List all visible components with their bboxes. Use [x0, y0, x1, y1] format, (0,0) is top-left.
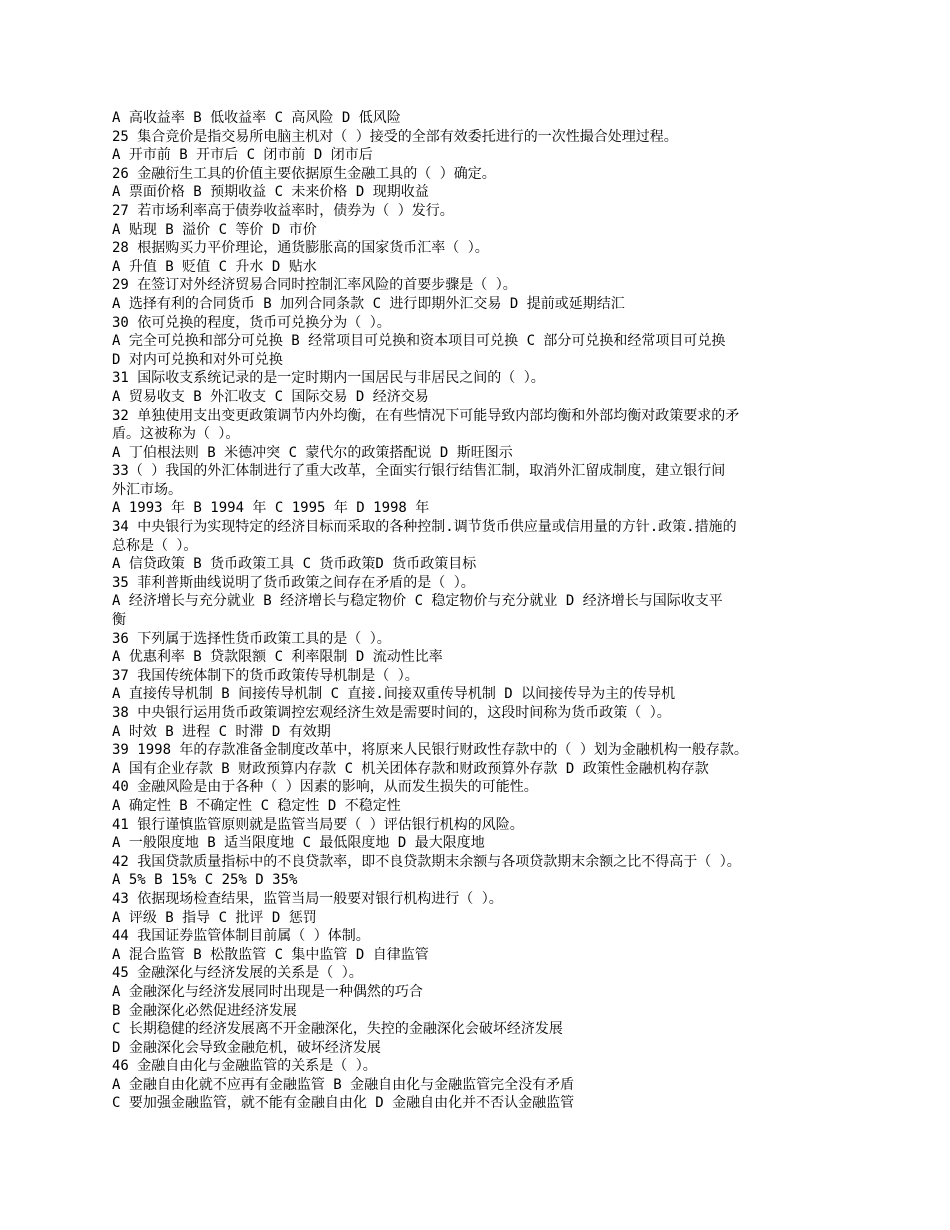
text-line: 38 中央银行运用货币政策调控宏观经济生效是需要时间的，这段时间称为货币政策（ ）。 [112, 705, 671, 721]
text-line: 30 依可兑换的程度，货币可兑换分为（ ）。 [112, 314, 391, 331]
text-line: A 确定性 B 不确定性 C 稳定性 D 不稳定性 [112, 797, 401, 814]
text-line: 盾。这被称为（ ）。 [112, 426, 240, 443]
text-line: A 1993 年 B 1994 年 C 1995 年 D 1998 年 [112, 500, 430, 517]
text-line: 43 依据现场检查结果，监管当局一般要对银行机构进行（ ）。 [112, 890, 503, 907]
text-line: A 混合监管 B 松散监管 C 集中监管 D 自律监管 [112, 946, 429, 963]
text-line: 42 我国贷款质量指标中的不良贷款率，即不良贷款期末余额与各项贷款期末余额之比不得高于（ ）。 [112, 853, 741, 870]
text-line: A 贸易收支 B 外汇收支 C 国际交易 D 经济交易 [112, 388, 429, 405]
text-line: 37 我国传统体制下的货币政策传导机制是（ ）。 [112, 667, 419, 684]
text-line: 31 国际收支系统记录的是一定时期内一国居民与非居民之间的（ ）。 [112, 370, 545, 387]
text-line: A 优惠利率 B 贷款限额 C 利率限制 D 流动性比率 [112, 649, 443, 666]
text-line: A 评级 B 指导 C 批评 D 惩罚 [112, 909, 317, 926]
text-line: 总称是（ ）。 [112, 537, 198, 554]
text-line: C 长期稳健的经济发展离不开金融深化，失控的金融深化会破坏经济发展 [112, 1021, 563, 1038]
text-line: 45 金融深化与经济发展的关系是（ ）。 [112, 965, 363, 982]
text-line: A 一般限度地 B 适当限度地 C 最低限度地 D 最大限度地 [112, 835, 485, 852]
text-line: A 金融深化与经济发展同时出现是一种偶然的巧合 [112, 983, 423, 1000]
text-line: D 金融深化会导致金融危机，破坏经济发展 [112, 1039, 381, 1056]
text-line: A 时效 B 进程 C 时滞 D 有效期 [112, 723, 331, 740]
text-line: 32 单独使用支出变更政策调节内外均衡，在有些情况下可能导致内部均衡和外部均衡对政策要求的矛 [112, 407, 740, 424]
text-line: A 高收益率 B 低收益率 C 高风险 D 低风险 [112, 110, 401, 126]
text-line: B 金融深化必然促进经济发展 [112, 1002, 297, 1019]
text-line: A 贴现 B 溢价 C 等价 D 市价 [112, 221, 317, 238]
text-line: 外汇市场。 [112, 481, 182, 498]
text-line: A 金融自由化就不应再有金融监管 B 金融自由化与金融监管完全没有矛盾 [112, 1076, 575, 1093]
text-line: D 对内可兑换和对外可兑换 [112, 351, 283, 368]
text-line: A 完全可兑换和部分可兑换 B 经常项目可兑换和资本项目可兑换 C 部分可兑换和经常项目可兑换 [112, 333, 726, 350]
text-line: A 丁伯根法则 B 米德冲突 C 蒙代尔的政策搭配说 D 斯旺图示 [112, 444, 513, 461]
text-line: 25 集合竞价是指交易所电脑主机对（ ）接受的全部有效委托进行的一次性撮合处理过程。 [112, 128, 678, 145]
text-line: 35 菲利普斯曲线说明了货币政策之间存在矛盾的是（ ）。 [112, 574, 475, 591]
text-line: 27 若市场利率高于债券收益率时，债券为（ ）发行。 [112, 202, 454, 219]
text-line: A 选择有利的合同货币 B 加列合同条款 C 进行即期外汇交易 D 提前或延期结汇 [112, 295, 625, 312]
text-line: A 直接传导机制 B 间接传导机制 C 直接.间接双重传导机制 D 以间接传导为主的传导机 [112, 686, 676, 703]
text-line: 33（ ）我国的外汇体制进行了重大改革，全面实行银行结售汇制，取消外汇留成制度，建立银行间 [112, 463, 726, 480]
text-line: 44 我国证券监管体制目前属（ ）体制。 [112, 928, 370, 945]
text-line: 46 金融自由化与金融监管的关系是（ ）。 [112, 1058, 377, 1075]
text-line: A 开市前 B 开市后 C 闭市前 D 闭市后 [112, 147, 373, 164]
text-line: A 信贷政策 B 货币政策工具 C 货币政策D 货币政策目标 [112, 556, 477, 573]
text-line: A 5% B 15% C 25% D 35% [112, 872, 298, 889]
text-line: 28 根据购买力平价理论，通货膨胀高的国家货币汇率（ ）。 [112, 240, 489, 257]
text-line: A 经济增长与充分就业 B 经济增长与稳定物价 C 稳定物价与充分就业 D 经济增长与国际收支平 [112, 593, 723, 610]
text-line: 41 银行谨慎监管原则就是监管当局要（ ）评估银行机构的风险。 [112, 816, 524, 833]
text-line: A 票面价格 B 预期收益 C 未来价格 D 现期收益 [112, 184, 429, 201]
text-line: 40 金融风险是由于各种（ ）因素的影响，从而发生损失的可能性。 [112, 779, 538, 796]
text-line: 39 1998 年的存款准备金制度改革中，将原来人民银行财政性存款中的（ ）划为金融机构一般存款。 [112, 742, 748, 759]
text-line: A 国有企业存款 B 财政预算内存款 C 机关团体存款和财政预算外存款 D 政策性金融机构存款 [112, 760, 709, 777]
text-line: A 升值 B 贬值 C 升水 D 贴水 [112, 258, 317, 275]
text-line: 26 金融衍生工具的价值主要依据原生金融工具的（ ）确定。 [112, 165, 496, 182]
document-body [112, 109, 857, 1113]
text-line: 29 在签订对外经济贸易合同时控制汇率风险的首要步骤是（ ）。 [112, 277, 517, 294]
text-line: 衡 [112, 612, 126, 629]
text-line: C 要加强金融监管，就不能有金融自由化 D 金融自由化并不否认金融监管 [112, 1095, 575, 1112]
text-line: 36 下列属于选择性货币政策工具的是（ ）。 [112, 630, 391, 647]
text-line: 34 中央银行为实现特定的经济目标而采取的各种控制.调节货币供应量或信用量的方针.政策.措施的 [112, 519, 737, 536]
